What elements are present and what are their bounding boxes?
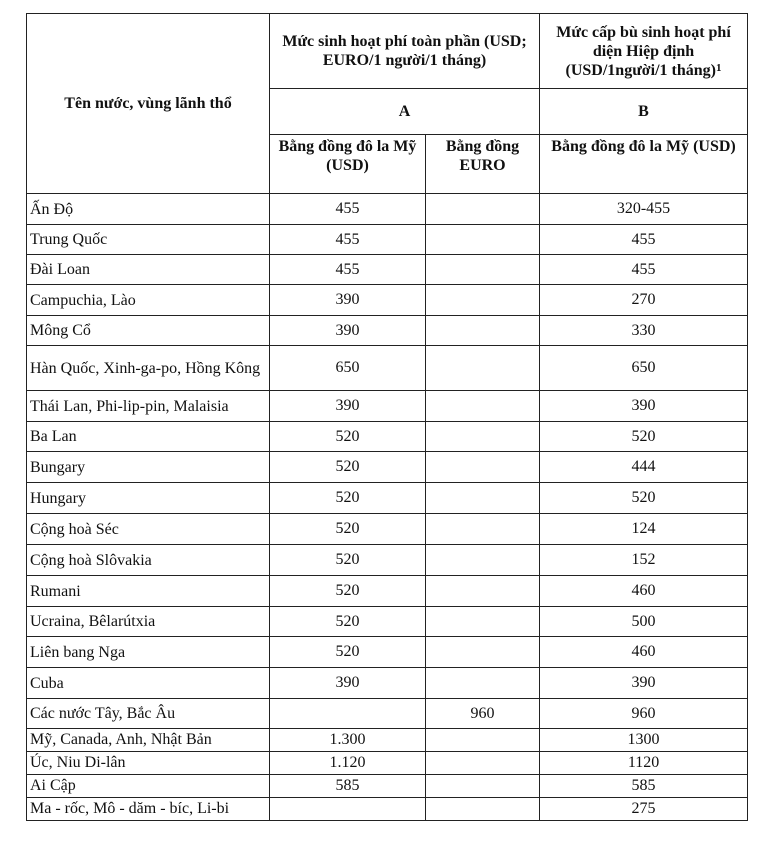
b-usd-cell: 275 [540,798,748,821]
country-cell: Cộng hoà Slôvakia [27,545,270,576]
country-cell: Hungary [27,483,270,514]
header-b-usd: Bằng đồng đô la Mỹ (USD) [540,135,748,194]
table-row [27,483,748,514]
b-usd-cell: 390 [540,668,748,699]
a-usd-cell [270,798,426,821]
country-cell: Bungary [27,452,270,483]
table-row [27,225,748,255]
a-usd-cell: 455 [270,225,426,255]
country-cell: Liên bang Nga [27,637,270,668]
b-usd-cell: 1300 [540,729,748,752]
country-cell: Đài Loan [27,255,270,285]
a-usd-cell: 650 [270,346,426,391]
country-cell: Rumani [27,576,270,607]
a-euro-cell [426,316,540,346]
b-usd-cell: 500 [540,607,748,637]
country-cell: Campuchia, Lào [27,285,270,316]
country-cell: Ma - rốc, Mô - dăm - bíc, Li-bi [27,798,270,821]
a-euro-cell [426,255,540,285]
header-group-b-text: Mức cấp bù sinh hoạt phí diện Hiệp định (USD/1người/1 tháng) [556,23,731,79]
header-a-usd: Bằng đồng đô la Mỹ (USD) [270,135,426,194]
a-usd-cell: 455 [270,255,426,285]
a-usd-cell: 455 [270,194,426,225]
a-euro-cell [426,483,540,514]
table-row [27,637,748,668]
table-row [27,729,748,752]
a-usd-cell: 520 [270,483,426,514]
footnote-marker: 1 [716,61,722,74]
table-row [27,422,748,452]
b-usd-cell: 455 [540,255,748,285]
b-usd-cell: 330 [540,316,748,346]
country-cell: Cuba [27,668,270,699]
a-usd-cell: 585 [270,775,426,798]
country-cell: Các nước Tây, Bắc Âu [27,699,270,729]
header-country: Tên nước, vùng lãnh thổ [27,14,270,194]
b-usd-cell: 650 [540,346,748,391]
table-row [27,194,748,225]
a-euro-cell [426,285,540,316]
b-usd-cell: 520 [540,483,748,514]
b-usd-cell: 460 [540,637,748,668]
table-row [27,452,748,483]
table-row [27,607,748,637]
table-row [27,346,748,391]
a-euro-cell [426,607,540,637]
a-usd-cell: 390 [270,285,426,316]
table-row [27,545,748,576]
country-cell: Ấn Độ [27,194,270,225]
a-usd-cell: 520 [270,545,426,576]
country-cell: Ba Lan [27,422,270,452]
table-row [27,255,748,285]
a-usd-cell: 520 [270,637,426,668]
a-euro-cell [426,194,540,225]
a-usd-cell: 390 [270,391,426,422]
b-usd-cell: 444 [540,452,748,483]
header-label-b: B [540,89,748,135]
a-euro-cell [426,775,540,798]
table-row [27,391,748,422]
b-usd-cell: 390 [540,391,748,422]
a-euro-cell [426,545,540,576]
header-group-a: Mức sinh hoạt phí toàn phần (USD; EURO/1 người/1 tháng) [270,14,540,89]
b-usd-cell: 152 [540,545,748,576]
header-label-a: A [270,89,540,135]
a-usd-cell: 390 [270,668,426,699]
country-cell: Mỹ, Canada, Anh, Nhật Bản [27,729,270,752]
table-row [27,699,748,729]
a-usd-cell: 1.300 [270,729,426,752]
a-usd-cell: 520 [270,607,426,637]
table-row [27,285,748,316]
table-row [27,514,748,545]
table-row [27,775,748,798]
country-cell: Mông Cổ [27,316,270,346]
a-euro-cell [426,422,540,452]
a-euro-cell [426,668,540,699]
b-usd-cell: 320-455 [540,194,748,225]
table-row [27,798,748,821]
b-usd-cell: 455 [540,225,748,255]
a-euro-cell [426,225,540,255]
a-euro-cell [426,452,540,483]
table-row [27,576,748,607]
table-row [27,752,748,775]
country-cell: Ai Cập [27,775,270,798]
a-usd-cell: 390 [270,316,426,346]
allowance-table-page [26,13,748,821]
a-usd-cell: 520 [270,452,426,483]
b-usd-cell: 270 [540,285,748,316]
b-usd-cell: 124 [540,514,748,545]
a-usd-cell: 520 [270,514,426,545]
header-group-b [540,14,748,89]
a-euro-cell [426,391,540,422]
a-euro-cell [426,576,540,607]
a-euro-cell [426,729,540,752]
b-usd-cell: 460 [540,576,748,607]
table-row [27,668,748,699]
b-usd-cell: 1120 [540,752,748,775]
country-cell: Ucraina, Bêlarútxia [27,607,270,637]
b-usd-cell: 520 [540,422,748,452]
a-euro-cell [426,752,540,775]
a-euro-cell [426,346,540,391]
b-usd-cell: 960 [540,699,748,729]
a-euro-cell: 960 [426,699,540,729]
country-cell: Thái Lan, Phi-lip-pin, Malaisia [27,391,270,422]
a-euro-cell [426,514,540,545]
allowance-table [26,13,748,821]
a-usd-cell [270,699,426,729]
a-usd-cell: 1.120 [270,752,426,775]
header-a-euro: Bằng đồng EURO [426,135,540,194]
country-cell: Hàn Quốc, Xinh-ga-po, Hồng Kông [27,346,270,391]
a-usd-cell: 520 [270,576,426,607]
country-cell: Cộng hoà Séc [27,514,270,545]
country-cell: Trung Quốc [27,225,270,255]
a-euro-cell [426,798,540,821]
table-row [27,316,748,346]
a-euro-cell [426,637,540,668]
country-cell: Úc, Niu Di-lân [27,752,270,775]
b-usd-cell: 585 [540,775,748,798]
a-usd-cell: 520 [270,422,426,452]
